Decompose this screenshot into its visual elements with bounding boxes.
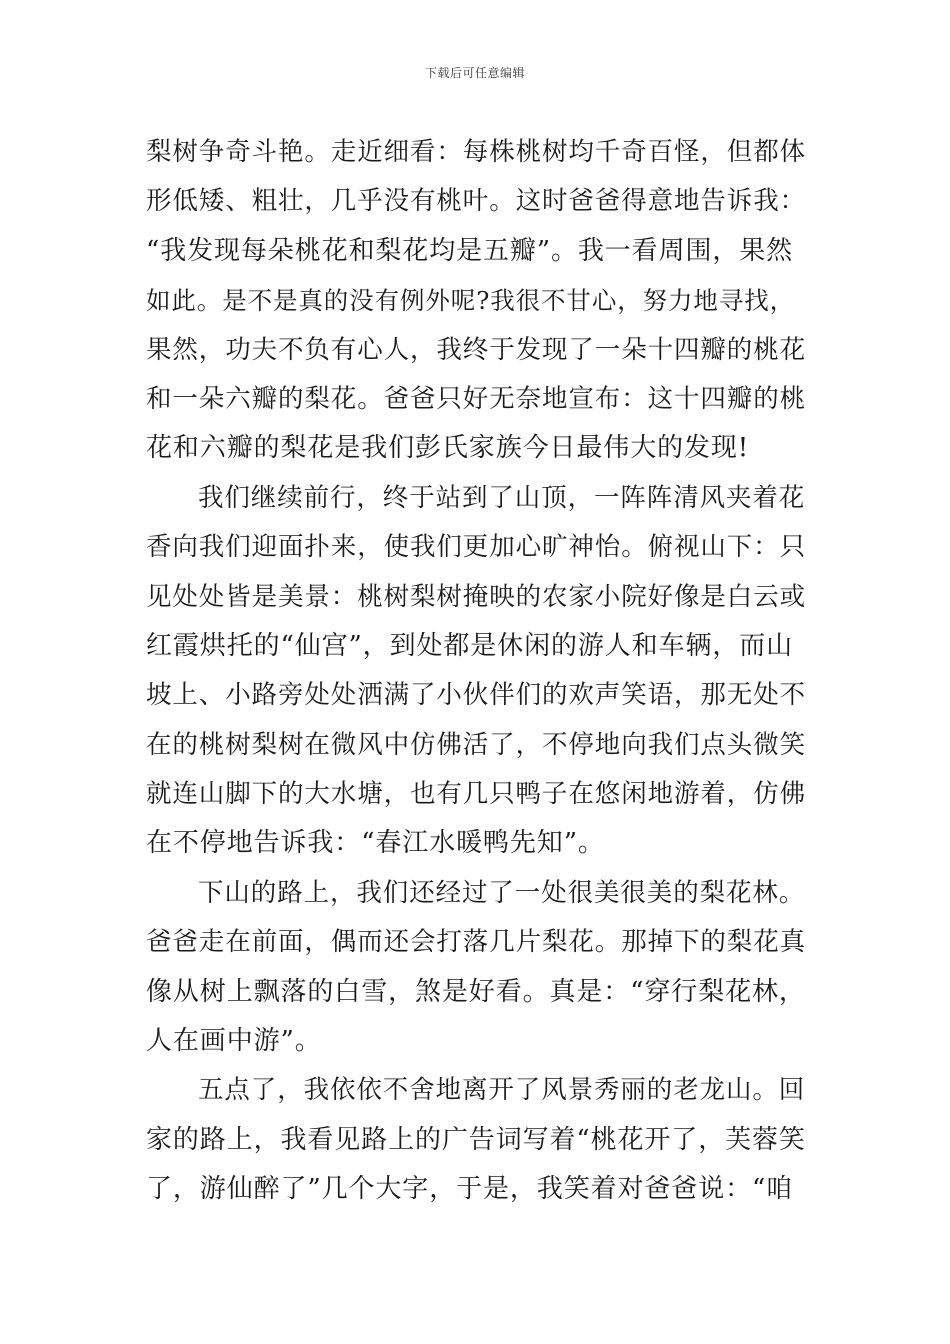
text-line: 梨树争奇斗艳。走近细看：每株桃树均千奇百怪，但都体 bbox=[146, 137, 807, 167]
text-line: 形低矮、粗壮，几乎没有桃叶。这时爸爸得意地告诉我： bbox=[146, 186, 807, 217]
page-header: 下载后可任意编辑 bbox=[424, 66, 525, 80]
body-text bbox=[146, 128, 806, 1215]
text-line: 红霞烘托的“仙宫”，到处都是休闲的游人和车辆，而山 bbox=[146, 630, 794, 661]
text-line: 见处处皆是美景：桃树梨树掩映的农家小院好像是白云或 bbox=[146, 581, 807, 612]
text-line: 在的桃树梨树在微风中仿佛活了，不停地向我们点头微笑 bbox=[146, 729, 807, 760]
text-line: 人在画中游”。 bbox=[146, 1026, 322, 1057]
text-line: 像从树上飘落的白雪，煞是好看。真是：“穿行梨花林， bbox=[146, 976, 806, 1007]
text-line: 香向我们迎面扑来，使我们更加心旷神怡。俯视山下：只 bbox=[146, 532, 807, 563]
text-line: 爸爸走在前面，偶而还会打落几片梨花。那掉下的梨花真 bbox=[146, 927, 807, 958]
text-line: 如此。是不是真的没有例外呢?我很不甘心，努力地寻找， bbox=[146, 286, 796, 316]
text-line: 了，游仙醉了”几个大字，于是，我笑着对爸爸说：“咱 bbox=[146, 1174, 794, 1205]
text-line: 家的路上，我看见路上的广告词写着“桃花开了，芙蓉笑 bbox=[146, 1124, 806, 1155]
text-line: 和一朵六瓣的梨花。爸爸只好无奈地宣布：这十四瓣的桃 bbox=[146, 383, 807, 414]
text-line: 坡上、小路旁处处洒满了小伙伴们的欢声笑语，那无处不 bbox=[146, 680, 807, 711]
text-line: 五点了，我依依不舍地离开了风景秀丽的老龙山。回 bbox=[198, 1075, 806, 1106]
text-line: 花和六瓣的梨花是我们彭氏家族今日最伟大的发现! bbox=[146, 433, 750, 464]
text-line: 下山的路上，我们还经过了一处很美很美的梨花林。 bbox=[198, 877, 806, 908]
text-line: 在不停地告诉我：“春江水暖鸭先知”。 bbox=[146, 828, 605, 859]
text-line: 果然，功夫不负有心人，我终于发现了一朵十四瓣的桃花 bbox=[146, 334, 807, 365]
text-line: 我们继续前行，终于站到了山顶，一阵阵清风夹着花 bbox=[198, 482, 806, 513]
text-line: “我发现每朵桃花和梨花均是五瓣”。我一看周围，果然 bbox=[146, 235, 794, 266]
text-line: 就连山脚下的大水塘，也有几只鸭子在悠闲地游着，仿佛 bbox=[146, 779, 807, 810]
